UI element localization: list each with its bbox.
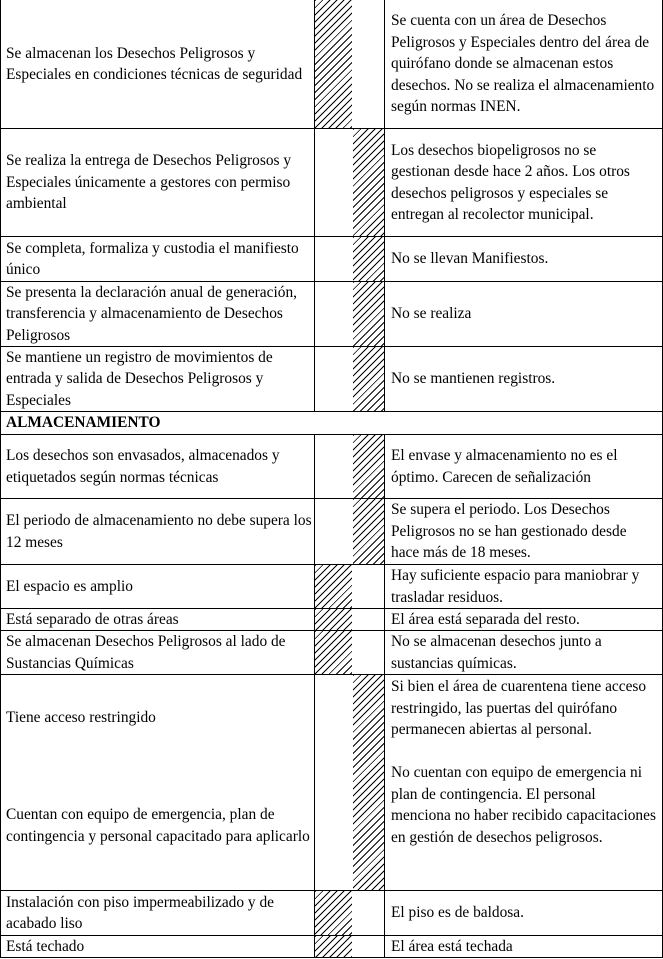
- hatched-cell: [353, 237, 384, 281]
- requirement-cell: Se almacenan los Desechos Peligrosos y Especiales en condiciones técnicas de seguridad: [6, 44, 303, 83]
- observation-cell: No se realiza: [391, 305, 472, 323]
- observation-cell: Se cuenta con un área de Desechos Peligrosos y Especiales dentro del área de quirófano donde se almacenan estos desechos. No se realiza el almacenamiento según normas INEN.: [391, 12, 655, 116]
- hatched-cell: [315, 631, 352, 674]
- observation-cell: Los desechos biopeligrosos no se gestionan desde hace 2 años. Los otros desechos peligrosos y especiales se entregan al recolector municipal.: [391, 141, 630, 223]
- requirement-cell: Los desechos son envasados, almacenados y etiquetados según normas técnicas: [6, 447, 280, 486]
- row-divider: [0, 957, 663, 958]
- observation-cell: El piso es de baldosa.: [391, 904, 524, 922]
- requirement-cell: El espacio es amplio: [6, 577, 133, 595]
- observation-cell: No se almacenan desechos junto a sustancias químicas.: [391, 633, 602, 672]
- column-border: [314, 434, 315, 958]
- observation-cell: No se mantienen registros.: [391, 370, 556, 388]
- hatched-cell: [353, 499, 384, 564]
- hatched-cell: [315, 0, 352, 128]
- requirement-cell: Se presenta la declaración anual de generación, transferencia y almacenamiento de Desechos Peligrosos: [6, 283, 297, 344]
- hatched-cell: [315, 565, 352, 608]
- requirement-cell: Instalación con piso impermeabilizado y de acabado liso: [6, 893, 274, 932]
- hatched-cell: [315, 609, 352, 630]
- observation-cell: El área está separada del resto.: [391, 610, 580, 628]
- requirement-cell: Está separado de otras áreas: [6, 610, 179, 628]
- requirement-cell: Se mantiene un registro de movimientos de entrada y salida de Desechos Peligrosos y Especiales: [6, 348, 273, 409]
- hatched-cell: [353, 347, 384, 411]
- requirement-cell: Está techado: [6, 937, 85, 955]
- section-heading: ALMACENAMIENTO: [6, 414, 161, 432]
- requirement-cell: Se realiza la entrega de Desechos Peligrosos y Especiales únicamente a gestores con permiso ambiental: [6, 152, 292, 213]
- hatched-cell: [353, 675, 384, 890]
- hatched-cell: [315, 891, 352, 935]
- requirement-cell: Cuentan con equipo de emergencia, plan de contingencia y personal capacitado para aplicarlo: [6, 806, 310, 845]
- observation-cell: No cuentan con equipo de emergencia ni plan de contingencia. El personal menciona no haber recibido capacitaciones en gestión de desechos peligrosos.: [391, 764, 656, 846]
- observation-cell: Hay suficiente espacio para maniobrar y trasladar residuos.: [391, 567, 640, 606]
- requirement-cell: Tiene acceso restringido: [6, 709, 156, 727]
- requirement-cell: El periodo de almacenamiento no debe supera los 12 meses: [6, 512, 312, 551]
- hatched-cell: [353, 129, 384, 236]
- hatched-cell: [353, 435, 384, 498]
- requirement-cell: Se almacenan Desechos Peligrosos al lado de Sustancias Químicas: [6, 633, 286, 672]
- observation-cell: Si bien el área de cuarentena tiene acceso restringido, las puertas del quirófano permanecen abiertas al personal.: [391, 678, 647, 738]
- observation-cell: Se supera el periodo. Los Desechos Peligrosos no se han gestionado desde hace más de 18 meses.: [391, 501, 627, 562]
- requirement-cell: Se completa, formaliza y custodia el manifiesto único: [6, 239, 299, 278]
- observation-cell: No se llevan Manifiestos.: [391, 250, 549, 268]
- observation-cell: El área está techada: [391, 937, 513, 955]
- observation-cell: El envase y almacenamiento no es el óptimo. Carecen de señalización: [391, 447, 618, 486]
- hatched-cell: [315, 936, 352, 957]
- hatched-cell: [353, 282, 384, 346]
